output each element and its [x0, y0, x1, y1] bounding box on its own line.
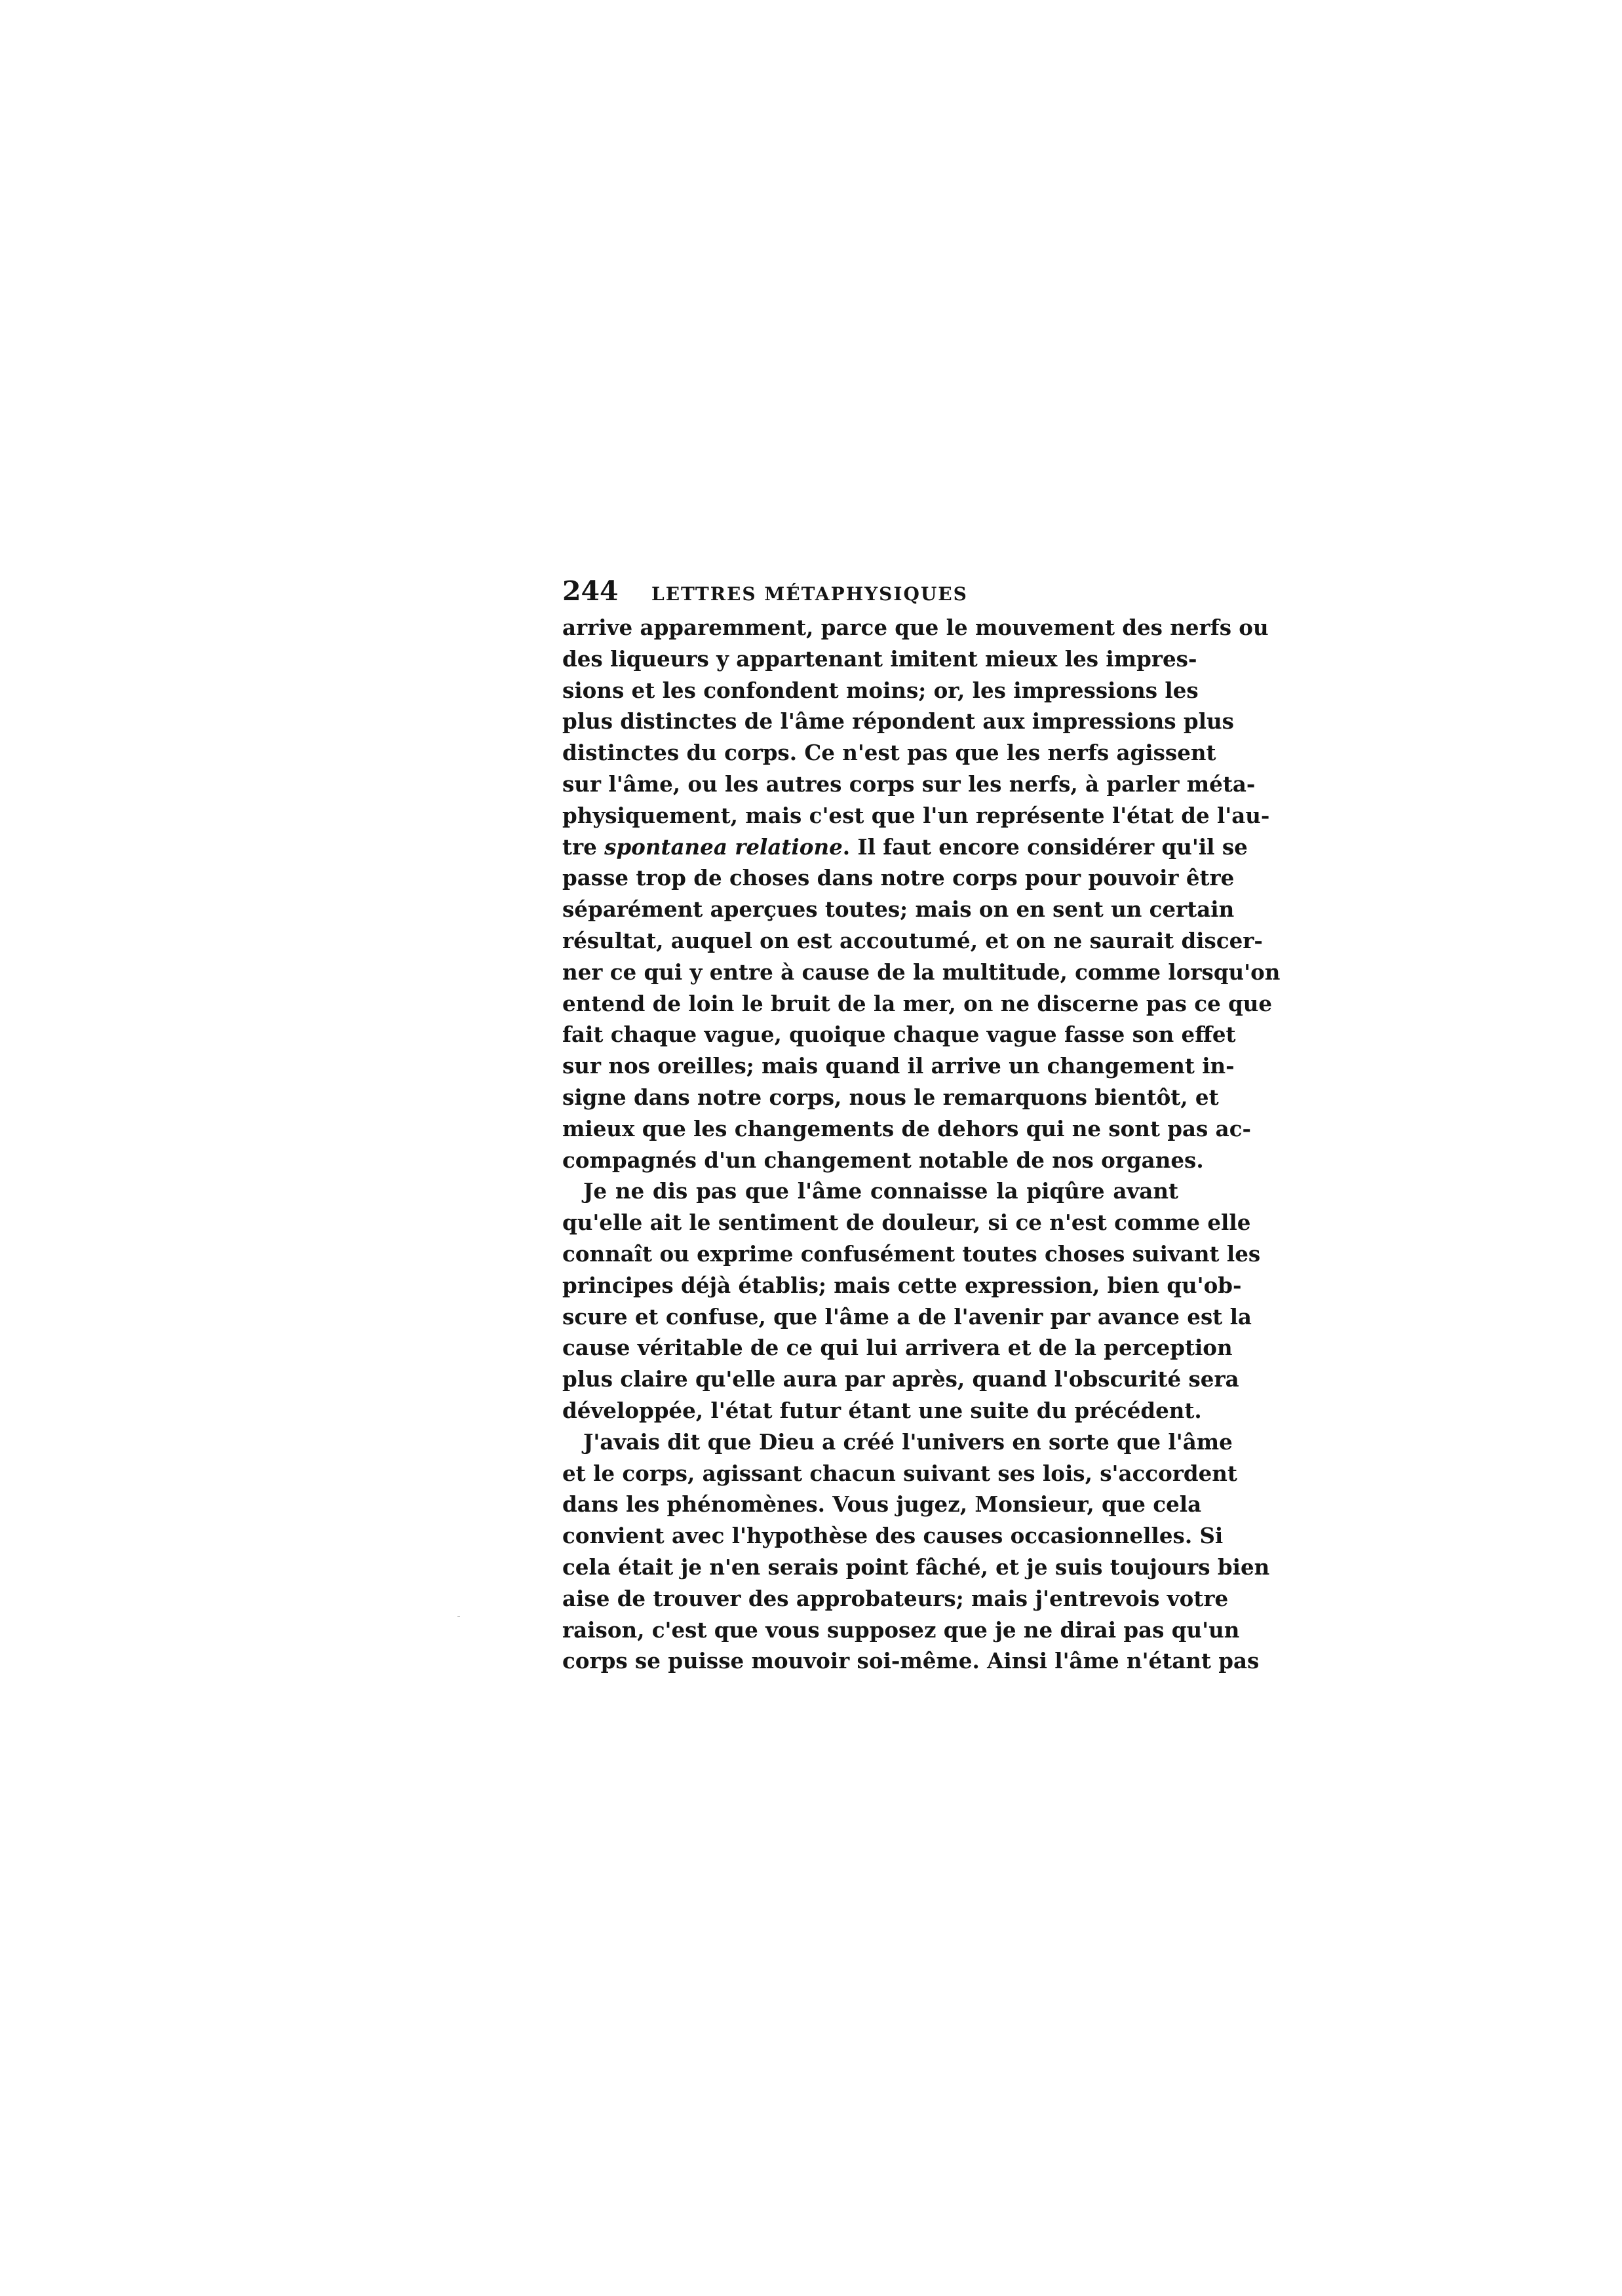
text-line: arrive apparemment, parce que le mouvement des nerfs ou — [562, 615, 1269, 640]
text-line: distinctes du corps. Ce n'est pas que les nerfs agissent — [562, 740, 1216, 766]
text-line: résultat, auquel on est accoutumé, et on ne saurait discer- — [562, 927, 1263, 953]
text-line: principes déjà établis; mais cette expression, bien qu'ob- — [562, 1272, 1242, 1298]
text-line: sur nos oreilles; mais quand il arrive un changement in- — [562, 1053, 1235, 1079]
running-head — [562, 575, 1178, 612]
text-line: scure et confuse, que l'âme a de l'avenir par avance est la — [562, 1303, 1252, 1330]
text-line: qu'elle ait le sentiment de douleur, si ce n'est comme elle — [562, 1210, 1251, 1236]
text-line: développée, l'état futur étant une suite du précédent. — [562, 1397, 1202, 1423]
text-line: mieux que les changements de dehors qui ne sont pas ac- — [562, 1115, 1251, 1141]
text-line: cause véritable de ce qui lui arrivera et de la perception — [562, 1335, 1233, 1361]
text-line: passe trop de choses dans notre corps pour pouvoir être — [562, 865, 1235, 891]
text-segment: . Il faut encore considérer qu'il se — [842, 833, 1248, 860]
running-title: LETTRES MÉTAPHYSIQUES — [651, 583, 968, 605]
text-line: séparément aperçues toutes; mais on en sent un certain — [562, 896, 1235, 923]
book-page — [562, 575, 1281, 1677]
text-line: aise de trouver des approbateurs; mais j'entrevois votre — [562, 1585, 1229, 1611]
text-line: ner ce qui y entre à cause de la multitude, comme lorsqu'on — [562, 959, 1281, 985]
text-line: J'avais dit que Dieu a créé l'univers en sorte que l'âme — [583, 1428, 1233, 1455]
text-line: sur l'âme, ou les autres corps sur les nerfs, à parler méta- — [562, 771, 1256, 797]
latin-phrase: spontanea relatione — [604, 833, 843, 860]
text-line: des liqueurs y appartenant imitent mieux les impres- — [562, 645, 1197, 672]
text-segment: tre — [562, 833, 605, 860]
body-text — [562, 612, 1281, 1677]
text-line: et le corps, agissant chacun suivant ses lois, s'accordent — [562, 1460, 1237, 1486]
page-number: 244 — [562, 575, 619, 607]
text-line: cela était je n'en serais point fâché, et je suis toujours bien — [562, 1554, 1270, 1580]
text-line: fait chaque vague, quoique chaque vague fasse son effet — [562, 1022, 1236, 1048]
text-line: convient avec l'hypothèse des causes occasionnelles. Si — [562, 1523, 1224, 1549]
text-line: entend de loin le bruit de la mer, on ne discerne pas ce que — [562, 990, 1273, 1016]
text-line: sions et les confondent moins; or, les impressions les — [562, 677, 1199, 703]
text-line: physiquement, mais c'est que l'un représente l'état de l'au- — [562, 802, 1270, 828]
text-line: plus claire qu'elle aura par après, quand l'obscurité sera — [562, 1366, 1239, 1392]
scan-speck — [457, 1616, 460, 1617]
text-line: dans les phénomènes. Vous jugez, Monsieur, que cela — [562, 1491, 1202, 1518]
text-line: corps se puisse mouvoir soi-même. Ainsi l'âme n'étant pas — [562, 1648, 1260, 1674]
text-line: Je ne dis pas que l'âme connaisse la piqûre avant — [583, 1178, 1178, 1204]
text-line: compagnés d'un changement notable de nos organes. — [562, 1147, 1204, 1173]
text-line: signe dans notre corps, nous le remarquons bientôt, et — [562, 1084, 1219, 1110]
text-line: raison, c'est que vous supposez que je ne dirai pas qu'un — [562, 1617, 1240, 1643]
text-line: connaît ou exprime confusément toutes choses suivant les — [562, 1240, 1261, 1267]
text-line: plus distinctes de l'âme répondent aux impressions plus — [562, 708, 1234, 735]
text-line-with-italic — [562, 832, 1248, 863]
